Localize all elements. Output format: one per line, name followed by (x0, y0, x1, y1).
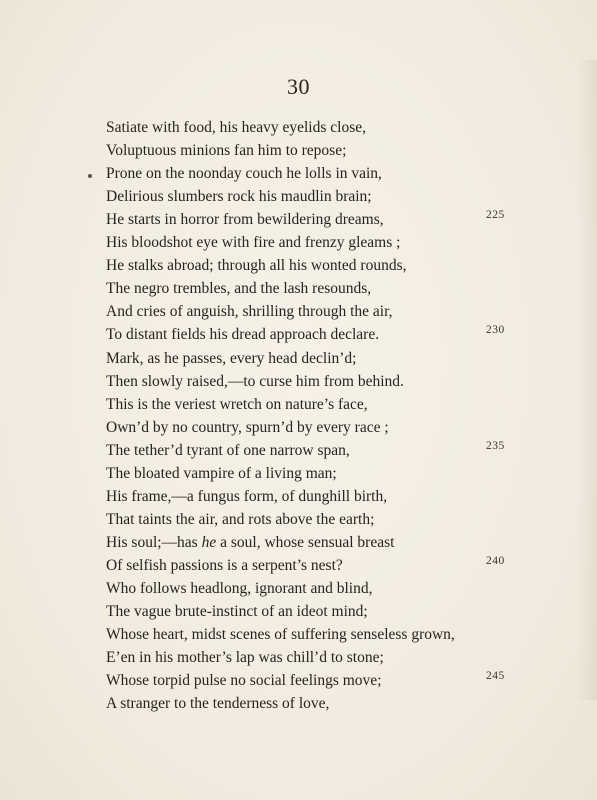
poem-line (106, 439, 505, 462)
poem-line (106, 554, 505, 577)
poem-line-text: His frame,—a fungus form, of dunghill birth, (106, 487, 388, 505)
poem-line-text: That taints the air, and rots above the earth; (106, 510, 375, 528)
poem-line (106, 323, 505, 346)
page-edge-shadow (577, 60, 597, 700)
poem-line-text: Voluptuous minions fan him to repose; (106, 142, 347, 160)
poem-line (106, 277, 371, 300)
poem-line (106, 669, 505, 692)
poem-line (106, 347, 357, 370)
poem-line (106, 393, 368, 416)
poem-line (106, 231, 400, 254)
poem-line-text: Mark, as he passes, every head declin’d; (106, 349, 357, 367)
poem-line (106, 577, 372, 600)
poem-line (106, 692, 329, 715)
poem-line-text: The negro trembles, and the lash resounds, (106, 280, 372, 298)
poem-line-text: To distant fields his dread approach declare. (106, 326, 380, 344)
poem-line (106, 416, 389, 439)
poem-line-text: And cries of anguish, shrilling through the air, (106, 303, 393, 321)
poem-line (106, 116, 366, 139)
poem-line (106, 508, 374, 531)
line-number: 240 (486, 554, 505, 567)
poem-line (106, 600, 368, 623)
poem-line-text: He stalks abroad; through all his wonted rounds, (106, 257, 407, 275)
poem-line (106, 623, 455, 646)
poem-line-text: Own’d by no country, spurn’d by every race ; (106, 418, 389, 436)
ink-speck (88, 174, 92, 178)
poem-line-text: He starts in horror from bewildering dreams, (106, 211, 384, 229)
poem-line (106, 646, 384, 669)
poem-line (106, 254, 406, 277)
poem-line (106, 485, 387, 508)
poem-line (106, 531, 394, 554)
poem-line-text: Whose torpid pulse no social feelings move; (106, 672, 382, 690)
poem-line-text: Of selfish passions is a serpent’s nest? (106, 556, 343, 574)
poem-line-text: The vague brute-instinct of an ideot mind; (106, 603, 368, 621)
poem-line (106, 208, 505, 231)
poem-line (106, 300, 393, 323)
poem-line-text: This is the veriest wretch on nature’s face, (106, 395, 368, 413)
poem-line-text: Satiate with food, his heavy eyelids close, (106, 119, 366, 136)
poem-line-text: E’en in his mother’s lap was chill’d to stone; (106, 649, 384, 667)
line-number: 230 (486, 324, 505, 337)
poem-line-text: The tether’d tyrant of one narrow span, (106, 441, 350, 459)
poem-line-text: The bloated vampire of a living man; (106, 464, 337, 482)
line-number: 235 (486, 439, 505, 452)
poem-line (106, 162, 382, 185)
poem-line (106, 139, 346, 162)
poem-line (106, 462, 337, 485)
poem-line-text: His bloodshot eye with fire and frenzy gleams ; (106, 234, 401, 252)
poem-line (106, 370, 404, 393)
line-number: 245 (486, 670, 505, 683)
page-number: 30 (287, 74, 310, 99)
poem-line-text: Then slowly raised,—to curse him from behind. (106, 372, 404, 390)
poem-line-text: Who follows headlong, ignorant and blind, (106, 580, 373, 597)
poem-line-text: Delirious slumbers rock his maudlin brain; (106, 188, 372, 206)
poem-line-text: Prone on the noonday couch he lolls in vain, (106, 165, 382, 183)
line-number: 225 (486, 209, 505, 222)
poem-line-text: Whose heart, midst scenes of suffering senseless grown, (106, 626, 455, 644)
poem-line-text: A stranger to the tenderness of love, (106, 695, 330, 713)
poem-line (106, 185, 372, 208)
poem-line-text: His soul;—has he a soul, whose sensual breast (106, 533, 395, 551)
